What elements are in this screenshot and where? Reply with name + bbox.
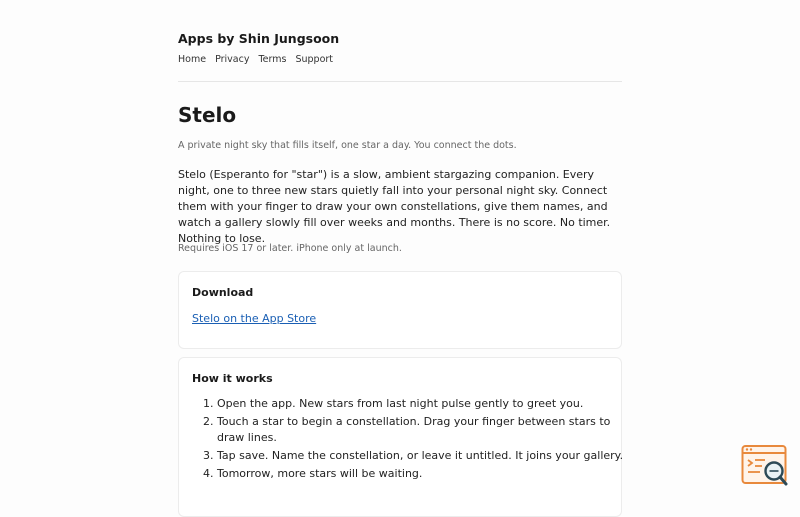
site-title[interactable]: Apps by Shin Jungsoon xyxy=(178,31,340,46)
list-item: 3. Tap save. Name the constellation, or leave it untitled. It joins your gallery. xyxy=(217,448,637,464)
main-nav xyxy=(178,54,342,65)
nav-support[interactable]: Support xyxy=(295,54,334,65)
nav-home[interactable]: Home xyxy=(178,54,207,65)
list-item: 1. Open the app. New stars from last night pulse gently to greet you. xyxy=(217,396,637,412)
download-card xyxy=(178,271,622,349)
how-it-works-card xyxy=(178,357,622,517)
search-code-icon[interactable] xyxy=(741,444,789,488)
list-item: 2. Touch a star to begin a constellation. Drag your finger between stars to draw lines. xyxy=(217,414,637,446)
page-title: Stelo xyxy=(178,103,237,127)
steps-list xyxy=(192,396,637,484)
requirements-note: Requires iOS 17 or later. iPhone only at launch. xyxy=(178,243,402,254)
header-divider xyxy=(178,81,622,82)
how-it-works-heading: How it works xyxy=(192,372,273,385)
list-item: 4. Tomorrow, more stars will be waiting. xyxy=(217,466,637,482)
app-tagline: A private night sky that fills itself, one star a day. You connect the dots. xyxy=(178,140,517,151)
nav-terms[interactable]: Terms xyxy=(258,54,287,65)
nav-privacy[interactable]: Privacy xyxy=(215,54,250,65)
app-store-link[interactable]: Stelo on the App Store xyxy=(192,312,317,325)
download-heading: Download xyxy=(192,286,254,299)
app-description: Stelo (Esperanto for "star") is a slow, ambient stargazing companion. Every night, one to three new stars quietly fall into your personal night sky. Connect them with your finger to draw your own constellations, give them names, and watch a gallery slowly fill over weeks and months. There is no score. No timer. Nothing to lose. xyxy=(178,168,611,245)
